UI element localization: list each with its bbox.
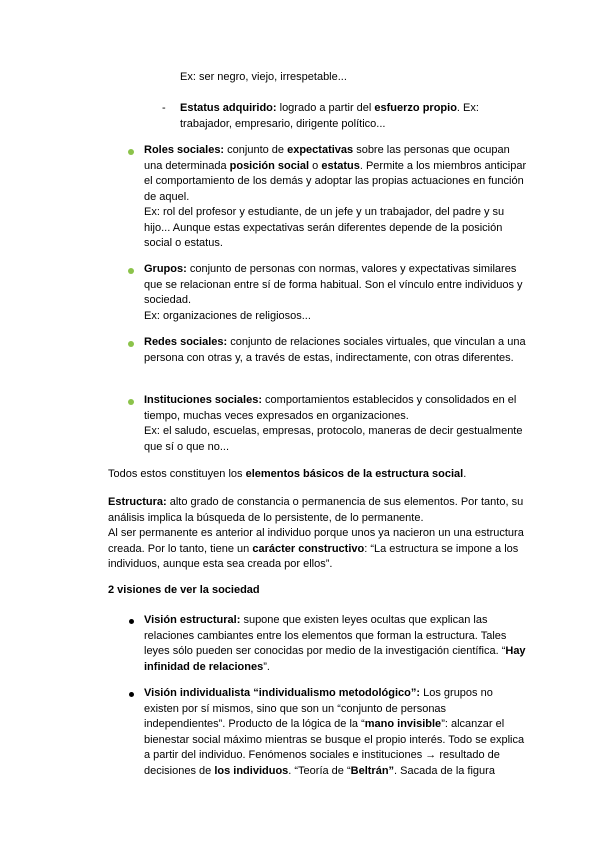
instituciones-term: Instituciones sociales: xyxy=(144,394,262,406)
bullet-icon xyxy=(128,399,134,405)
vision-estructural-term: Visión estructural: xyxy=(144,614,241,626)
list-item-grupos: Grupos: conjunto de personas con normas, valores y expectativas similares que se relacionan entre sí de forma habitual. Son el vínculo entre individuos y sociedad. Ex: organizaciones de religiosos... xyxy=(144,262,529,324)
instituciones-example: Ex: el saludo, escuelas, empresas, protocolo, maneras de decir gestualmente que sí o que no... xyxy=(144,425,523,453)
dash-marker: - xyxy=(162,102,166,114)
bullet-icon xyxy=(128,149,134,155)
status-adquirido-item: Estatus adquirido: logrado a partir del esfuerzo propio. Ex: trabajador, empresario, dirigente político... xyxy=(180,102,479,130)
summary-paragraph: Todos estos constituyen los elementos básicos de la estructura social. xyxy=(108,468,467,480)
estructura-term: Estructura: xyxy=(108,496,167,508)
list-item-instituciones: Instituciones sociales: comportamientos establecidos y consolidados en el tiempo, muchas veces expresados en organizaciones. Ex: el saludo, escuelas, empresas, protocolo, maneras de decir gestualmente que sí o que no... xyxy=(144,393,529,455)
bullet-icon xyxy=(128,268,134,274)
section-heading: 2 visiones de ver la sociedad xyxy=(108,584,260,596)
roles-term: Roles sociales: xyxy=(144,144,225,156)
list-item-redes: Redes sociales: conjunto de relaciones sociales virtuales, que vinculan a una persona con otras y, a través de estas, indirectamente, con otras diferentes. xyxy=(144,336,526,364)
bullet-icon xyxy=(128,341,134,347)
list-item-roles: Roles sociales: conjunto de expectativas sobre las personas que ocupan una determinada posición social o estatus. Permite a los miembros anticipar el comportamiento de los demás y adoptar las propias actuaciones en función de aquel. Ex: rol del profesor y estudiante, de un jefe y un trabajador, del padre y su hijo... Aunque estas expectativas serán diferentes depende de la posición social o estatus. xyxy=(144,143,529,252)
vision-individualista-term: Visión individualista “individualismo metodológico”: xyxy=(144,687,421,699)
list-item-vision-estructural: Visión estructural: supone que existen leyes ocultas que explican las relaciones cambiantes entre los elementos que forman la estructura. Tales leyes sólo pueden ser conocidas por medio de la investigación científica. “Hay infinidad de relaciones”. xyxy=(144,614,526,673)
grupos-term: Grupos: xyxy=(144,263,187,275)
status-adquirido-term: Estatus adquirido: xyxy=(180,102,277,114)
bullet-icon xyxy=(129,619,134,624)
estructura-paragraph: Estructura: alto grado de constancia o permanencia de sus elementos. Por tanto, su análisis implica la búsqueda de lo persistente, de lo permanente. Al ser permanente es anterior al individuo porque unos ya nacieron un una estructura creada. Por lo tanto, tiene un carácter constructivo: “La estructura se impone a los individuos, aunque esta sea creada por ellos”. xyxy=(108,496,524,570)
bullet-icon xyxy=(129,692,134,697)
list-item-vision-individualista: Visión individualista “individualismo metodológico”: Los grupos no existen por sí mismos, sino que son un “conjunto de personas independientes”. Producto de la lógica de la “mano invisible”: alcanzar el bienestar social máximo mientras se busque el propio interés. Todo se explica a partir del individuo. Fenómenos sociales e instituciones → resultado de decisiones de los individuos. “Teoría de “Beltrán”. Sacada de la figura xyxy=(144,687,525,777)
redes-term: Redes sociales: xyxy=(144,336,228,348)
status-adscrito-example: Ex: ser negro, viejo, irrespetable... xyxy=(180,71,347,83)
roles-example: Ex: rol del profesor y estudiante, de un jefe y un trabajador, del padre y su hijo... Aunque estas expectativas serán diferentes depende de la posición social o estatus. xyxy=(144,206,505,249)
grupos-example: Ex: organizaciones de religiosos... xyxy=(144,309,311,322)
